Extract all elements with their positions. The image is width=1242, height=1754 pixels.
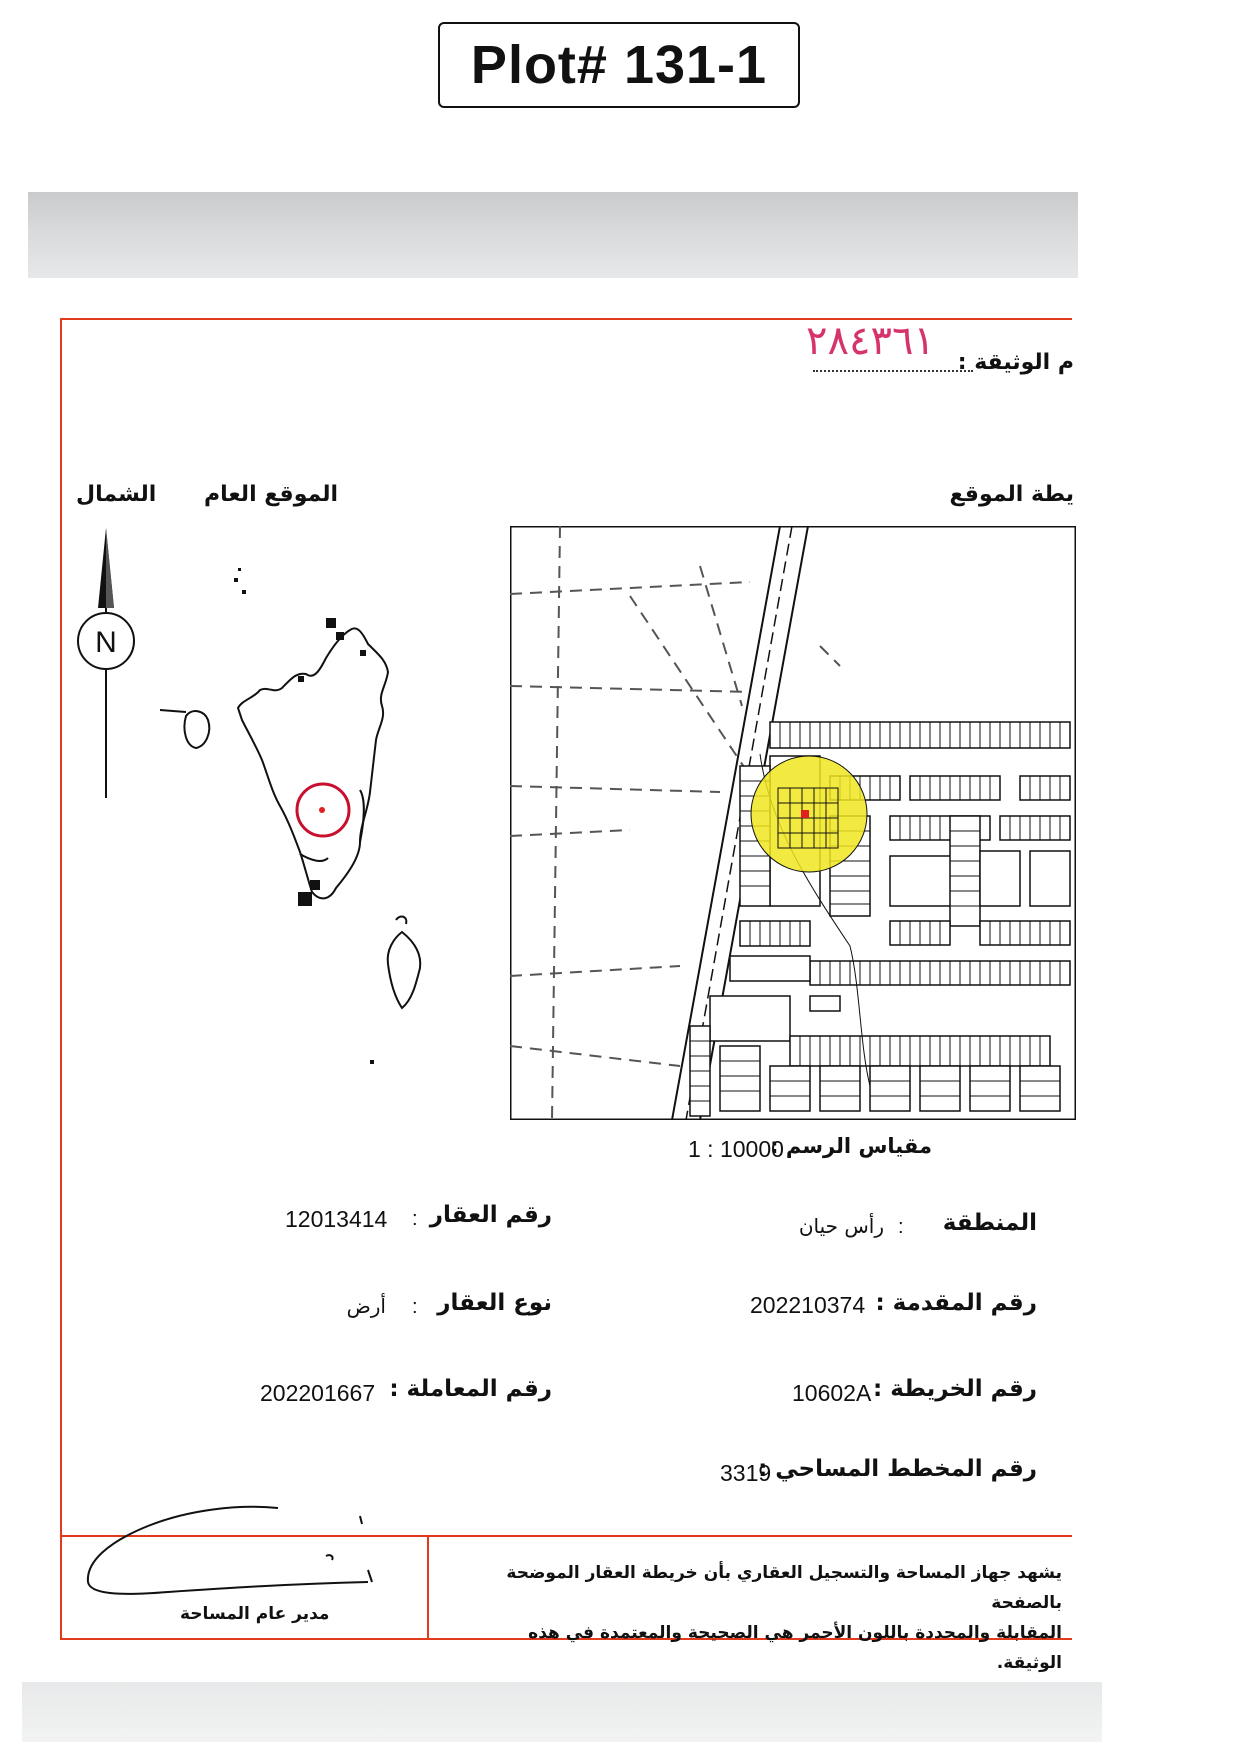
property-type-label: نوع العقار <box>437 1290 552 1316</box>
plot-title: Plot# 131-1 <box>438 22 800 108</box>
certification-line-2: المقابلة والمحددة باللون الأحمر هي الصحيحة والمعتمدة في هذه الوثيقة. <box>528 1623 1062 1673</box>
survey-plan-label: رقم المخطط المساحي : <box>758 1456 1037 1482</box>
transaction-number-label: رقم المعاملة : <box>389 1376 552 1402</box>
location-marker-dot <box>319 807 325 813</box>
footer-divider-vertical <box>427 1535 429 1640</box>
transaction-number-value: 202201667 <box>260 1380 376 1406</box>
map-number-label: رقم الخريطة : <box>873 1376 1037 1402</box>
general-location-label: الموقع العام <box>204 482 339 507</box>
north-arrow-icon <box>72 528 136 798</box>
doc-number-label: م الوثيقة : <box>957 350 1074 375</box>
property-number-value: 12013414 <box>285 1206 388 1232</box>
certification-text <box>462 1558 1062 1678</box>
north-label: الشمال <box>76 482 157 507</box>
submission-number-value: 202210374 <box>750 1292 866 1318</box>
survey-plan-value: 3319 <box>720 1460 772 1486</box>
general-location-map <box>150 560 440 1080</box>
doc-number-dotted-line <box>813 370 973 372</box>
property-type-colon: : <box>412 1296 418 1318</box>
map-number-value: 10602A <box>792 1380 872 1406</box>
north-letter: N <box>95 626 117 659</box>
area-label: المنطقة <box>942 1210 1037 1236</box>
certification-line-1: يشهد جهاز المساحة والتسجيل العقاري بأن خريطة العقار الموضحة بالصفحة <box>506 1563 1062 1613</box>
scale-label: مقياس الرسم : <box>770 1134 932 1158</box>
property-type-value: أرض <box>346 1294 386 1318</box>
scale-value: 1 : 10000 <box>688 1136 784 1162</box>
property-number-colon: : <box>412 1208 418 1230</box>
plot-marker <box>801 810 809 818</box>
scan-gray-band-top <box>28 192 1078 278</box>
property-number-label: رقم العقار <box>429 1202 552 1228</box>
signature-image <box>78 1496 378 1606</box>
submission-number-label: رقم المقدمة : <box>875 1290 1037 1316</box>
scan-gray-band-bottom <box>22 1682 1102 1742</box>
area-value: رأس حيان <box>798 1214 884 1238</box>
area-colon: : <box>898 1216 904 1238</box>
signature-label: مدير عام المساحة <box>180 1604 330 1624</box>
site-map-label: يطة الموقع <box>949 482 1074 507</box>
doc-number-handwritten: ٢٨٤٣٦١ <box>806 318 935 364</box>
site-map <box>510 526 1076 1120</box>
